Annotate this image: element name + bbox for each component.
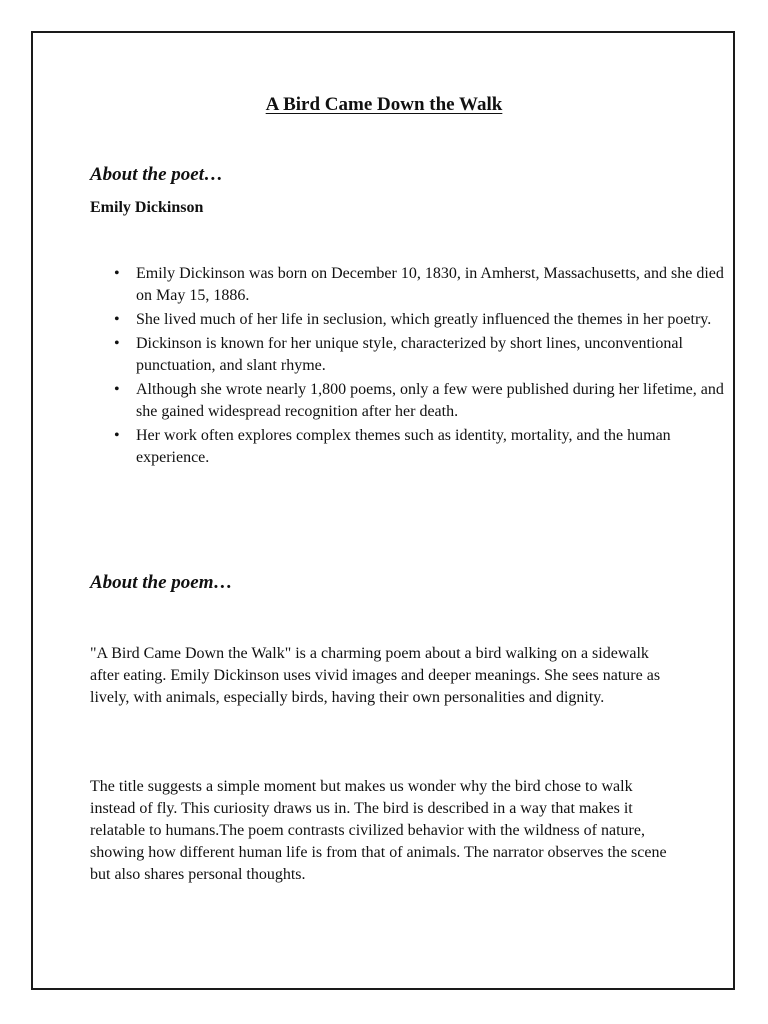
list-item xyxy=(114,309,726,331)
list-item xyxy=(114,333,726,377)
list-item xyxy=(114,425,726,469)
poem-paragraph-2: The title suggests a simple moment but makes us wonder why the bird chose to walk instead of fly. This curiosity draws us in. The bird is described in a way that makes it relatable to humans.The poem contrasts civilized behavior with the wildness of nature, showing how different human life is from that of animals. The narrator observes the scene but also shares personal thoughts. xyxy=(90,778,667,883)
fact-text: Emily Dickinson was born on December 10, 1830, in Amherst, Massachusetts, and she died on May 15, 1886. xyxy=(136,265,724,304)
poem-paragraph-1: "A Bird Came Down the Walk" is a charming poem about a bird walking on a sidewalk after eating. Emily Dickinson uses vivid images and deeper meanings. She sees nature as lively, with animals, especially birds, having their own personalities and dignity. xyxy=(90,645,661,706)
fact-text: Dickinson is known for her unique style, characterized by short lines, unconventional punctuation, and slant rhyme. xyxy=(136,335,683,374)
poem-section-heading: About the poem… xyxy=(90,572,233,593)
fact-text: Her work often explores complex themes such as identity, mortality, and the human experience. xyxy=(136,427,671,466)
document-title: A Bird Came Down the Walk xyxy=(265,94,503,115)
list-item xyxy=(114,379,726,423)
bullet-icon: • xyxy=(114,381,120,398)
bullet-icon: • xyxy=(114,335,120,352)
fact-text: She lived much of her life in seclusion, which greatly influenced the themes in her poetry. xyxy=(136,311,712,328)
poet-section-heading: About the poet… xyxy=(90,164,224,185)
poet-name: Emily Dickinson xyxy=(90,199,204,216)
bullet-icon: • xyxy=(114,427,120,444)
poet-facts-list xyxy=(90,263,726,471)
list-item xyxy=(114,263,726,307)
bullet-icon: • xyxy=(114,311,120,328)
bullet-icon: • xyxy=(114,265,120,282)
fact-text: Although she wrote nearly 1,800 poems, only a few were published during her lifetime, and she gained widespread recognition after her death. xyxy=(136,381,724,420)
